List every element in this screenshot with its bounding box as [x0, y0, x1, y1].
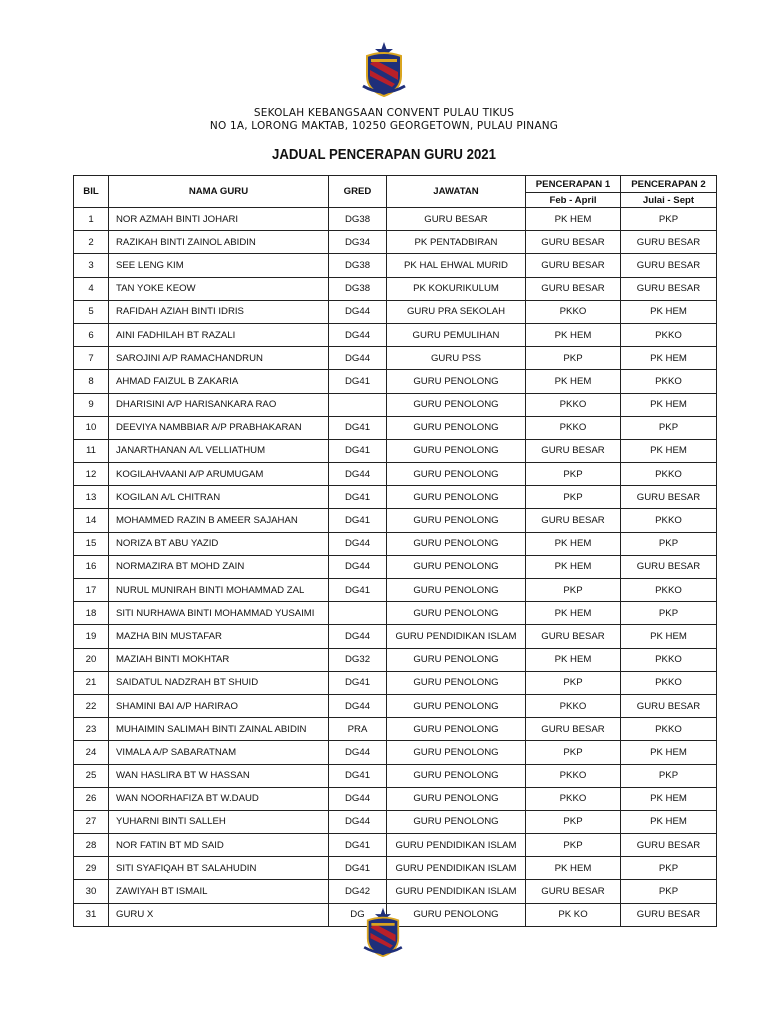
cell-nama-guru: MAZIAH BINTI MOKHTAR	[109, 648, 329, 671]
cell-gred: DG38	[329, 208, 387, 231]
cell-nama-guru: NURUL MUNIRAH BINTI MOHAMMAD ZAL	[109, 579, 329, 602]
cell-bil: 10	[74, 416, 109, 439]
cell-jawatan: GURU PRA SEKOLAH	[387, 300, 526, 323]
cell-gred: DG41	[329, 509, 387, 532]
cell-gred: DG42	[329, 880, 387, 903]
table-row	[74, 857, 717, 880]
cell-nama-guru: DHARISINI A/P HARISANKARA RAO	[109, 393, 329, 416]
cell-pencerapan-1: PKP	[526, 810, 621, 833]
cell-bil: 28	[74, 834, 109, 857]
cell-jawatan: GURU PENOLONG	[387, 463, 526, 486]
table-row	[74, 463, 717, 486]
cell-pencerapan-1: PK HEM	[526, 208, 621, 231]
cell-gred	[329, 393, 387, 416]
cell-nama-guru: TAN YOKE KEOW	[109, 277, 329, 300]
header-pencerapan-1-period: Feb - April	[526, 193, 621, 208]
table-row	[74, 439, 717, 462]
cell-nama-guru: ZAWIYAH BT ISMAIL	[109, 880, 329, 903]
cell-gred: DG41	[329, 671, 387, 694]
cell-bil: 4	[74, 277, 109, 300]
cell-bil: 29	[74, 857, 109, 880]
cell-gred: DG32	[329, 648, 387, 671]
cell-jawatan: GURU PENOLONG	[387, 370, 526, 393]
cell-nama-guru: RAZIKAH BINTI ZAINOL ABIDIN	[109, 231, 329, 254]
cell-pencerapan-1: GURU BESAR	[526, 880, 621, 903]
cell-nama-guru: NORIZA BT ABU YAZID	[109, 532, 329, 555]
observation-schedule-table	[73, 175, 717, 927]
cell-pencerapan-1: PK HEM	[526, 532, 621, 555]
table-row	[74, 602, 717, 625]
table-row	[74, 718, 717, 741]
cell-gred: DG44	[329, 810, 387, 833]
cell-jawatan: GURU PENOLONG	[387, 694, 526, 717]
cell-bil: 14	[74, 509, 109, 532]
table-row	[74, 370, 717, 393]
cell-nama-guru: SEE LENG KIM	[109, 254, 329, 277]
cell-pencerapan-2: GURU BESAR	[621, 254, 717, 277]
cell-bil: 5	[74, 300, 109, 323]
cell-pencerapan-1: PK KO	[526, 903, 621, 926]
cell-pencerapan-2: PKKO	[621, 463, 717, 486]
cell-pencerapan-1: PKP	[526, 741, 621, 764]
cell-pencerapan-2: GURU BESAR	[621, 555, 717, 578]
cell-jawatan: GURU PENOLONG	[387, 764, 526, 787]
cell-nama-guru: DEEVIYA NAMBBIAR A/P PRABHAKARAN	[109, 416, 329, 439]
table-row	[74, 300, 717, 323]
school-address: NO 1A, LORONG MAKTAB, 10250 GEORGETOWN, PULAU PINANG	[209, 120, 559, 132]
cell-gred: DG44	[329, 741, 387, 764]
cell-gred: DG38	[329, 277, 387, 300]
table-row	[74, 231, 717, 254]
table-row	[74, 208, 717, 231]
cell-nama-guru: WAN HASLIRA BT W HASSAN	[109, 764, 329, 787]
cell-nama-guru: SAIDATUL NADZRAH BT SHUID	[109, 671, 329, 694]
cell-jawatan: GURU PENDIDIKAN ISLAM	[387, 834, 526, 857]
cell-gred: DG44	[329, 694, 387, 717]
cell-gred	[329, 602, 387, 625]
cell-nama-guru: SITI NURHAWA BINTI MOHAMMAD YUSAIMI	[109, 602, 329, 625]
cell-pencerapan-2: PKP	[621, 416, 717, 439]
table-row	[74, 741, 717, 764]
cell-gred: DG44	[329, 555, 387, 578]
cell-gred: DG44	[329, 323, 387, 346]
cell-pencerapan-1: PKKO	[526, 393, 621, 416]
cell-nama-guru: NOR FATIN BT MD SAID	[109, 834, 329, 857]
cell-bil: 25	[74, 764, 109, 787]
cell-pencerapan-1: PKKO	[526, 300, 621, 323]
cell-nama-guru: MAZHA BIN MUSTAFAR	[109, 625, 329, 648]
table-row	[74, 834, 717, 857]
cell-nama-guru: KOGILAHVAANI A/P ARUMUGAM	[109, 463, 329, 486]
table-row	[74, 625, 717, 648]
cell-pencerapan-2: PKP	[621, 857, 717, 880]
cell-nama-guru: AINI FADHILAH BT RAZALI	[109, 323, 329, 346]
cell-jawatan: PK KOKURIKULUM	[387, 277, 526, 300]
cell-jawatan: GURU PSS	[387, 347, 526, 370]
cell-nama-guru: GURU X	[109, 903, 329, 926]
table-row	[74, 880, 717, 903]
cell-jawatan: GURU PENOLONG	[387, 486, 526, 509]
cell-jawatan: GURU PENOLONG	[387, 555, 526, 578]
cell-pencerapan-2: GURU BESAR	[621, 277, 717, 300]
cell-bil: 7	[74, 347, 109, 370]
cell-pencerapan-2: GURU BESAR	[621, 231, 717, 254]
cell-pencerapan-2: PK HEM	[621, 347, 717, 370]
cell-pencerapan-1: PKP	[526, 463, 621, 486]
table-row	[74, 579, 717, 602]
header-pencerapan-2: PENCERAPAN 2	[621, 176, 717, 193]
header-pencerapan-1: PENCERAPAN 1	[526, 176, 621, 193]
cell-nama-guru: MOHAMMED RAZIN B AMEER SAJAHAN	[109, 509, 329, 532]
cell-jawatan: GURU PENOLONG	[387, 602, 526, 625]
cell-bil: 26	[74, 787, 109, 810]
cell-nama-guru: NOR AZMAH BINTI JOHARI	[109, 208, 329, 231]
cell-pencerapan-2: PKP	[621, 764, 717, 787]
table-row	[74, 694, 717, 717]
cell-bil: 19	[74, 625, 109, 648]
cell-pencerapan-1: PK HEM	[526, 602, 621, 625]
school-crest-icon	[361, 40, 407, 98]
cell-pencerapan-2: PKKO	[621, 579, 717, 602]
cell-gred: DG44	[329, 532, 387, 555]
cell-pencerapan-1: PK HEM	[526, 370, 621, 393]
cell-bil: 17	[74, 579, 109, 602]
cell-gred: DG44	[329, 787, 387, 810]
cell-pencerapan-1: PKP	[526, 671, 621, 694]
cell-bil: 13	[74, 486, 109, 509]
cell-gred: DG41	[329, 486, 387, 509]
cell-pencerapan-1: GURU BESAR	[526, 277, 621, 300]
cell-gred: DG41	[329, 579, 387, 602]
cell-gred: PRA	[329, 718, 387, 741]
cell-gred: DG44	[329, 300, 387, 323]
header-nama-guru: NAMA GURU	[109, 176, 329, 208]
cell-jawatan: GURU PENOLONG	[387, 671, 526, 694]
table-row	[74, 323, 717, 346]
cell-jawatan: GURU PENDIDIKAN ISLAM	[387, 880, 526, 903]
table-row	[74, 810, 717, 833]
cell-nama-guru: YUHARNI BINTI SALLEH	[109, 810, 329, 833]
cell-pencerapan-2: PK HEM	[621, 439, 717, 462]
cell-gred: DG41	[329, 857, 387, 880]
cell-gred: DG44	[329, 625, 387, 648]
cell-pencerapan-2: PK HEM	[621, 787, 717, 810]
cell-pencerapan-1: PKP	[526, 347, 621, 370]
cell-gred: DG44	[329, 463, 387, 486]
cell-bil: 16	[74, 555, 109, 578]
cell-gred: DG41	[329, 439, 387, 462]
cell-pencerapan-1: GURU BESAR	[526, 439, 621, 462]
table-row	[74, 509, 717, 532]
cell-bil: 31	[74, 903, 109, 926]
cell-bil: 11	[74, 439, 109, 462]
table-row	[74, 347, 717, 370]
cell-pencerapan-2: PKKO	[621, 370, 717, 393]
table-row	[74, 393, 717, 416]
cell-gred: DG41	[329, 370, 387, 393]
cell-pencerapan-1: PKP	[526, 834, 621, 857]
cell-pencerapan-1: PKKO	[526, 787, 621, 810]
cell-jawatan: GURU PENOLONG	[387, 532, 526, 555]
table-row	[74, 648, 717, 671]
cell-bil: 20	[74, 648, 109, 671]
cell-pencerapan-1: GURU BESAR	[526, 509, 621, 532]
cell-pencerapan-2: PKKO	[621, 671, 717, 694]
cell-gred: DG34	[329, 231, 387, 254]
cell-pencerapan-2: PK HEM	[621, 300, 717, 323]
cell-pencerapan-1: GURU BESAR	[526, 625, 621, 648]
cell-pencerapan-1: PKP	[526, 579, 621, 602]
cell-jawatan: GURU PENOLONG	[387, 787, 526, 810]
cell-pencerapan-2: PK HEM	[621, 810, 717, 833]
cell-pencerapan-1: PKKO	[526, 416, 621, 439]
cell-pencerapan-1: PKP	[526, 486, 621, 509]
header-gred: GRED	[329, 176, 387, 208]
cell-nama-guru: SAROJINI A/P RAMACHANDRUN	[109, 347, 329, 370]
cell-pencerapan-2: PKP	[621, 532, 717, 555]
cell-jawatan: GURU PENDIDIKAN ISLAM	[387, 625, 526, 648]
cell-pencerapan-1: GURU BESAR	[526, 254, 621, 277]
table-row	[74, 277, 717, 300]
cell-pencerapan-1: PK HEM	[526, 555, 621, 578]
table-row	[74, 254, 717, 277]
cell-bil: 18	[74, 602, 109, 625]
cell-nama-guru: RAFIDAH AZIAH BINTI IDRIS	[109, 300, 329, 323]
cell-gred: DG	[329, 903, 387, 926]
cell-nama-guru: KOGILAN A/L CHITRAN	[109, 486, 329, 509]
cell-nama-guru: SHAMINI BAI A/P HARIRAO	[109, 694, 329, 717]
cell-pencerapan-1: GURU BESAR	[526, 718, 621, 741]
cell-jawatan: GURU PENOLONG	[387, 393, 526, 416]
cell-pencerapan-1: GURU BESAR	[526, 231, 621, 254]
cell-bil: 15	[74, 532, 109, 555]
cell-bil: 1	[74, 208, 109, 231]
cell-pencerapan-2: PK HEM	[621, 741, 717, 764]
table-row	[74, 787, 717, 810]
cell-nama-guru: NORMAZIRA BT MOHD ZAIN	[109, 555, 329, 578]
cell-bil: 24	[74, 741, 109, 764]
cell-pencerapan-1: PK HEM	[526, 648, 621, 671]
cell-pencerapan-1: PK HEM	[526, 323, 621, 346]
cell-nama-guru: JANARTHANAN A/L VELLIATHUM	[109, 439, 329, 462]
cell-pencerapan-2: PK HEM	[621, 393, 717, 416]
school-crest-icon	[360, 906, 406, 958]
cell-nama-guru: SITI SYAFIQAH BT SALAHUDIN	[109, 857, 329, 880]
cell-jawatan: GURU BESAR	[387, 208, 526, 231]
cell-pencerapan-1: PKKO	[526, 764, 621, 787]
cell-pencerapan-2: PKKO	[621, 648, 717, 671]
cell-bil: 8	[74, 370, 109, 393]
cell-nama-guru: VIMALA A/P SABARATNAM	[109, 741, 329, 764]
cell-gred: DG41	[329, 416, 387, 439]
cell-nama-guru: MUHAIMIN SALIMAH BINTI ZAINAL ABIDIN	[109, 718, 329, 741]
cell-pencerapan-2: GURU BESAR	[621, 834, 717, 857]
cell-jawatan: GURU PEMULIHAN	[387, 323, 526, 346]
cell-pencerapan-2: PKP	[621, 208, 717, 231]
header-bil: BIL	[74, 176, 109, 208]
cell-bil: 22	[74, 694, 109, 717]
page-title: JADUAL PENCERAPAN GURU 2021	[272, 146, 496, 163]
cell-jawatan: GURU PENOLONG	[387, 903, 526, 926]
table-row	[74, 416, 717, 439]
cell-bil: 21	[74, 671, 109, 694]
cell-pencerapan-2: PK HEM	[621, 625, 717, 648]
cell-pencerapan-2: PKP	[621, 880, 717, 903]
cell-jawatan: GURU PENOLONG	[387, 509, 526, 532]
cell-gred: DG41	[329, 764, 387, 787]
cell-pencerapan-2: PKKO	[621, 718, 717, 741]
cell-bil: 30	[74, 880, 109, 903]
cell-pencerapan-2: PKKO	[621, 323, 717, 346]
cell-nama-guru: WAN NOORHAFIZA BT W.DAUD	[109, 787, 329, 810]
cell-jawatan: GURU PENOLONG	[387, 579, 526, 602]
cell-gred: DG44	[329, 347, 387, 370]
table-row	[74, 555, 717, 578]
cell-pencerapan-2: GURU BESAR	[621, 486, 717, 509]
cell-pencerapan-2: GURU BESAR	[621, 903, 717, 926]
cell-jawatan: GURU PENDIDIKAN ISLAM	[387, 857, 526, 880]
cell-jawatan: GURU PENOLONG	[387, 416, 526, 439]
cell-bil: 27	[74, 810, 109, 833]
school-name: SEKOLAH KEBANGSAAN CONVENT PULAU TIKUS	[253, 107, 515, 119]
cell-pencerapan-2: PKP	[621, 602, 717, 625]
cell-bil: 9	[74, 393, 109, 416]
cell-jawatan: GURU PENOLONG	[387, 718, 526, 741]
header-jawatan: JAWATAN	[387, 176, 526, 208]
cell-bil: 6	[74, 323, 109, 346]
cell-jawatan: GURU PENOLONG	[387, 810, 526, 833]
cell-jawatan: GURU PENOLONG	[387, 648, 526, 671]
cell-jawatan: PK PENTADBIRAN	[387, 231, 526, 254]
table-row	[74, 671, 717, 694]
cell-pencerapan-1: PK HEM	[526, 857, 621, 880]
cell-gred: DG38	[329, 254, 387, 277]
cell-jawatan: GURU PENOLONG	[387, 439, 526, 462]
cell-gred: DG41	[329, 834, 387, 857]
cell-jawatan: PK HAL EHWAL MURID	[387, 254, 526, 277]
table-row	[74, 532, 717, 555]
cell-pencerapan-1: PKKO	[526, 694, 621, 717]
cell-pencerapan-2: PKKO	[621, 509, 717, 532]
cell-bil: 23	[74, 718, 109, 741]
cell-bil: 2	[74, 231, 109, 254]
table-row	[74, 486, 717, 509]
table-row	[74, 764, 717, 787]
cell-nama-guru: AHMAD FAIZUL B ZAKARIA	[109, 370, 329, 393]
cell-bil: 3	[74, 254, 109, 277]
cell-jawatan: GURU PENOLONG	[387, 741, 526, 764]
cell-pencerapan-2: GURU BESAR	[621, 694, 717, 717]
header-pencerapan-2-period: Julai - Sept	[621, 193, 717, 208]
cell-bil: 12	[74, 463, 109, 486]
